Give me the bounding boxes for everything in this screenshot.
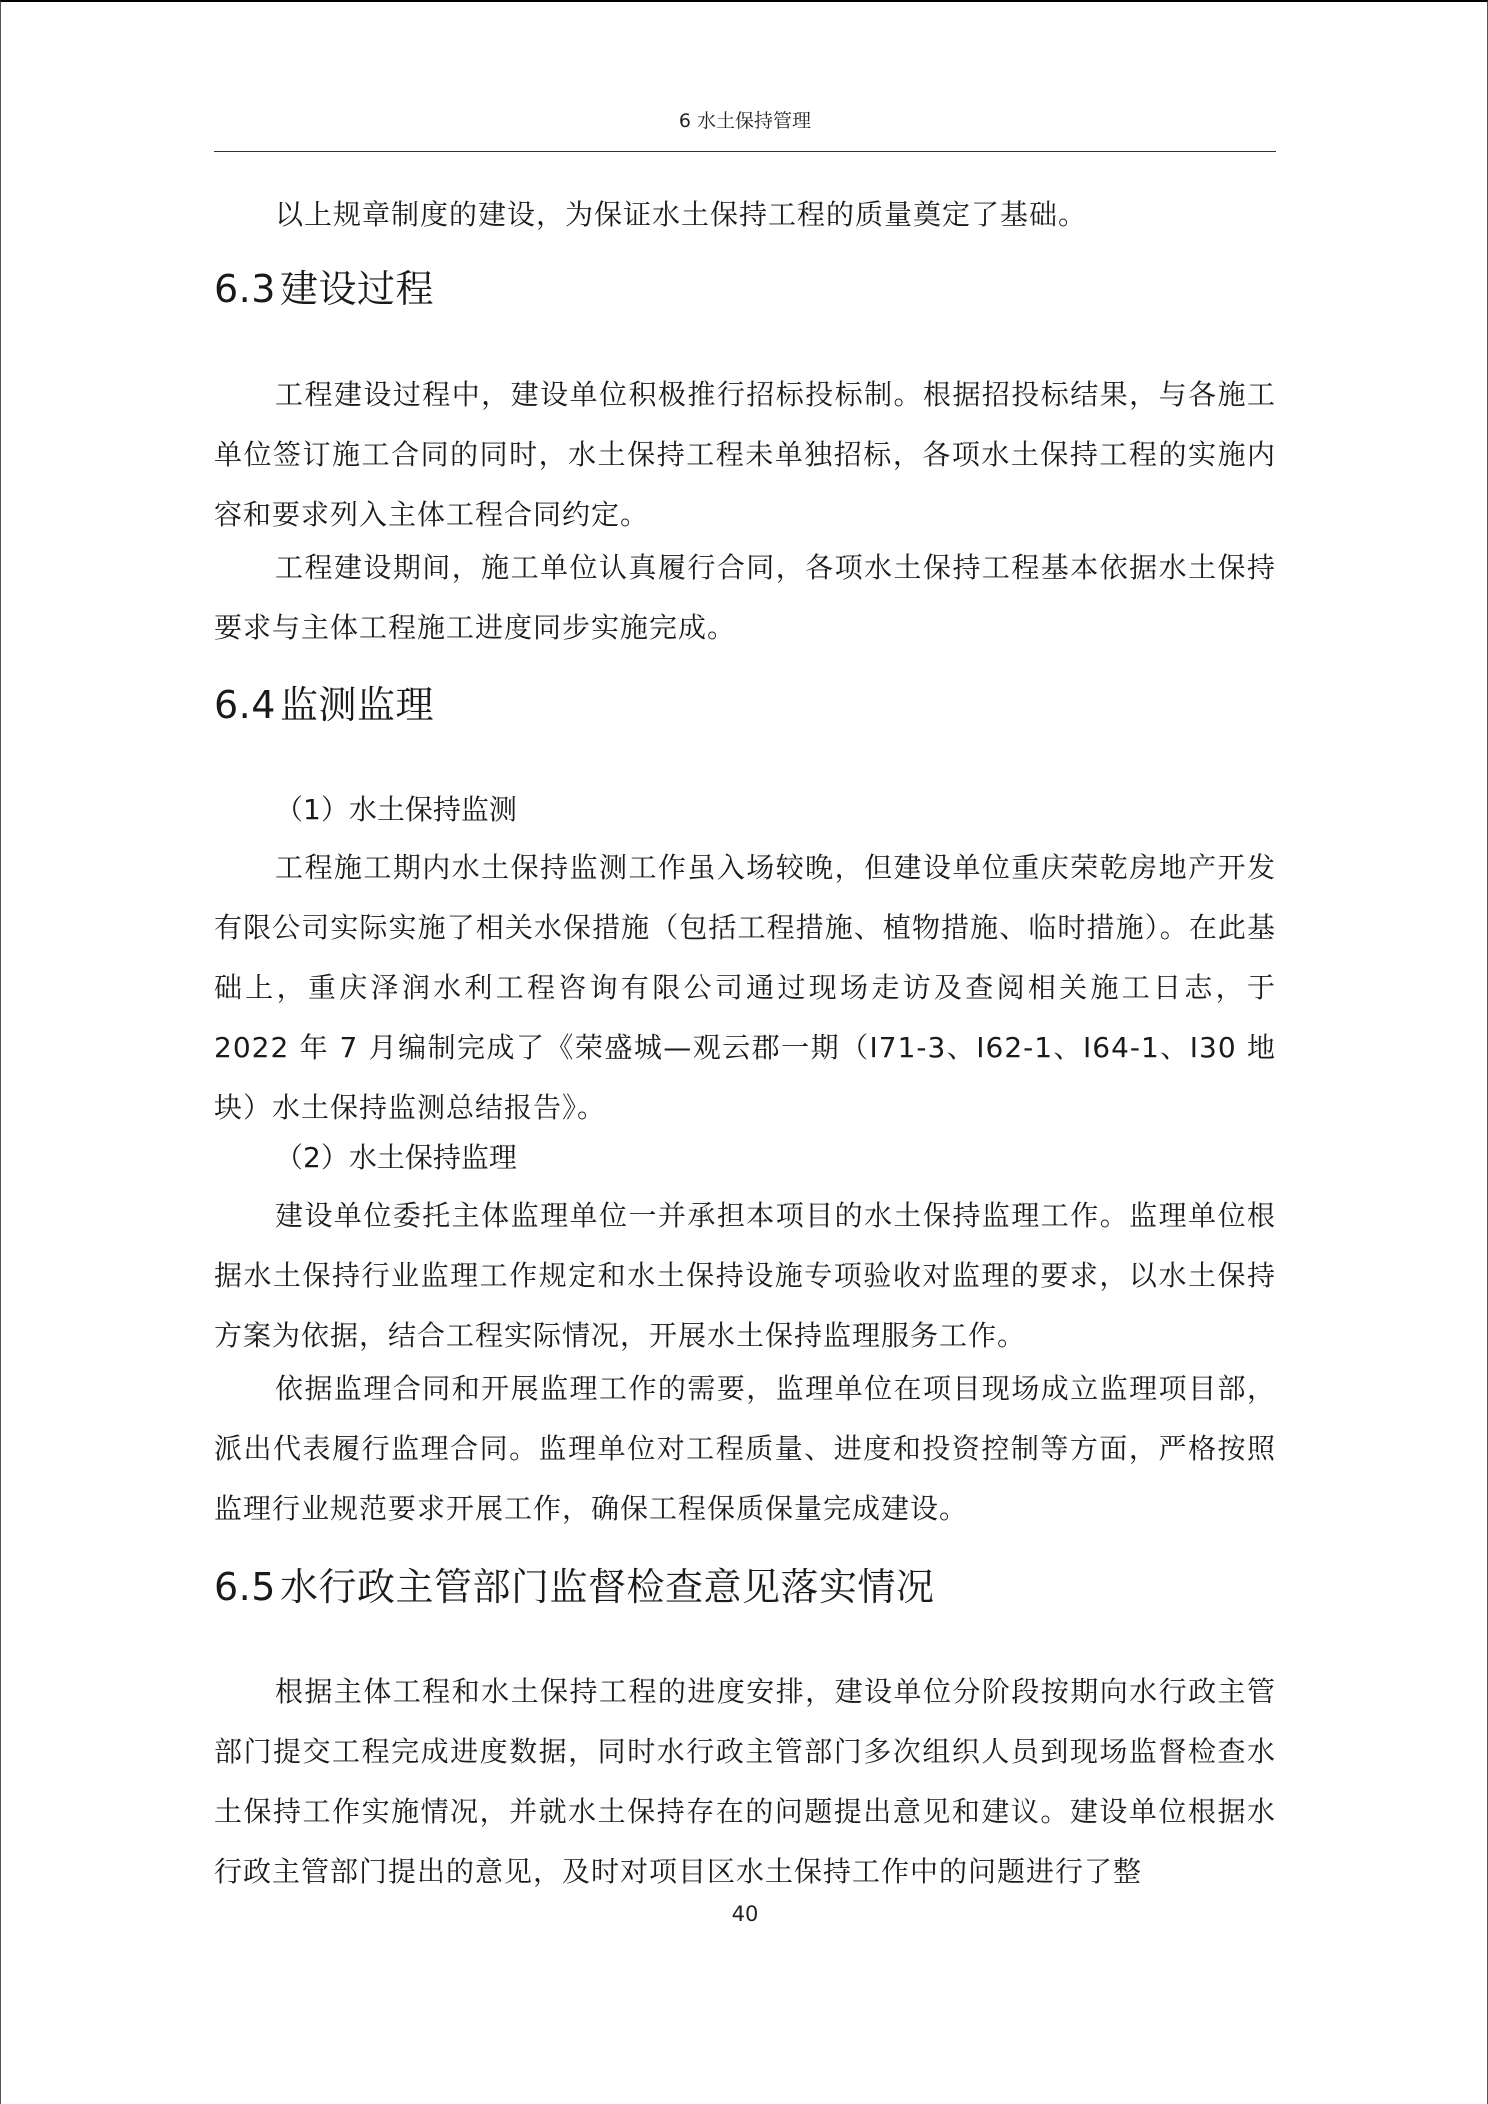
section-6-3-paragraph-2: 工程建设期间，施工单位认真履行合同，各项水土保持工程基本依据水土保持要求与主体工程施工进度同步实施完成。 (214, 551, 1276, 644)
section-6-4-paragraph-2: 建设单位委托主体监理单位一并承担本项目的水土保持监理工作。监理单位根据水土保持行业监理工作规定和水土保持设施专项验收对监理的要求，以水土保持方案为依据，结合工程实际情况，开展水土保持监理服务工作。 (214, 1199, 1276, 1352)
page-number: 40 (731, 1902, 759, 1926)
section-number: 6.5 (214, 1565, 276, 1609)
section-6-3-paragraph-1: 工程建设过程中，建设单位积极推行招标投标制。根据招投标结果，与各施工单位签订施工合同的同时，水土保持工程未单独招标，各项水土保持工程的实施内容和要求列入主体工程合同约定。 (214, 378, 1276, 531)
section-number: 6.3 (214, 267, 276, 311)
section-6-3-heading (214, 264, 434, 314)
section-6-4-paragraph-3: 依据监理合同和开展监理工作的需要，监理单位在项目现场成立监理项目部，派出代表履行监理合同。监理单位对工程质量、进度和投资控制等方面，严格按照监理行业规范要求开展工作，确保工程保质保量完成建设。 (214, 1372, 1276, 1525)
section-number: 6.4 (214, 683, 276, 727)
subheading-monitoring: （1）水土保持监测 (275, 793, 517, 826)
running-header: 6 水土保持管理 (678, 110, 812, 132)
section-6-4-heading (214, 680, 434, 730)
section-6-4-paragraph-1: 工程施工期内水土保持监测工作虽入场较晚，但建设单位重庆荣乾房地产开发有限公司实际实施了相关水保措施（包括工程措施、植物措施、临时措施）。在此基础上，重庆泽润水利工程咨询有限公司通过现场走访及查阅相关施工日志，于 2022 年 7 月编制完成了《荣盛城—观云郡一期（I71-3、I62-1、I64-1、I30 地块）水土保持监测总结报告》。 (214, 851, 1276, 1124)
header-rule (214, 151, 1276, 152)
intro-paragraph: 以上规章制度的建设，为保证水土保持工程的质量奠定了基础。 (275, 198, 1088, 231)
section-title: 建设过程 (279, 267, 434, 311)
section-6-5-heading (214, 1562, 934, 1612)
section-title: 监测监理 (279, 683, 434, 727)
subheading-supervision: （2）水土保持监理 (275, 1141, 517, 1174)
section-6-5-paragraph-1: 根据主体工程和水土保持工程的进度安排，建设单位分阶段按期向水行政主管部门提交工程完成进度数据，同时水行政主管部门多次组织人员到现场监督检查水土保持工作实施情况，并就水土保持存在的问题提出意见和建议。建设单位根据水行政主管部门提出的意见，及时对项目区水土保持工作中的问题进行了整 (214, 1675, 1276, 1888)
section-title: 水行政主管部门监督检查意见落实情况 (279, 1565, 935, 1609)
